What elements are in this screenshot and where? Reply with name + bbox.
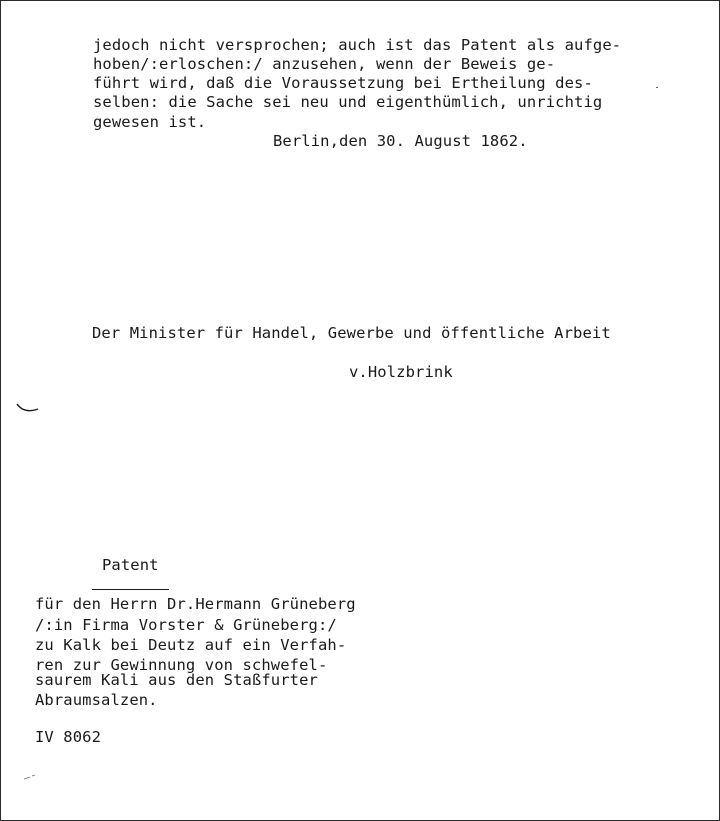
minister-title: Der Minister für Handel, Gewerbe und öffentliche Arbeit bbox=[92, 324, 611, 342]
patent-text-line: zu Kalk bei Deutz auf ein Verfah- bbox=[35, 636, 347, 654]
patent-heading: Patent bbox=[102, 556, 159, 574]
patent-text-line: für den Herrn Dr.Hermann Grüneberg bbox=[35, 595, 356, 613]
patent-text-line: saurem Kali aus den Staßfurter bbox=[35, 671, 318, 689]
file-reference: IV 8062 bbox=[35, 728, 102, 746]
letter-text-line: selben: die Sache sei neu und eigenthümlich, unrichtig bbox=[93, 93, 603, 111]
letter-text-line: gewesen ist. bbox=[93, 113, 207, 131]
margin-tick-mark bbox=[23, 773, 37, 781]
signature-name: v.Holzbrink bbox=[349, 363, 453, 381]
heading-rule bbox=[92, 589, 169, 590]
letter-text-line: führt wird, daß die Voraussetzung bei Ertheilung des- bbox=[93, 74, 593, 92]
patent-text-line: /:in Firma Vorster & Grüneberg:/ bbox=[35, 616, 337, 634]
scan-speck bbox=[656, 87, 658, 88]
patent-text-line: Abraumsalzen. bbox=[35, 691, 158, 709]
letter-text-line: hoben/:erloschen:/ anzusehen, wenn der Beweis ge- bbox=[93, 55, 556, 73]
letter-text-line: jedoch nicht versprochen; auch ist das Patent als aufge- bbox=[93, 36, 622, 54]
patent-text-line: ren zur Gewinnung von schwefel- bbox=[35, 656, 328, 674]
place-date: Berlin,den 30. August 1862. bbox=[273, 132, 528, 150]
margin-pen-mark bbox=[16, 401, 40, 415]
